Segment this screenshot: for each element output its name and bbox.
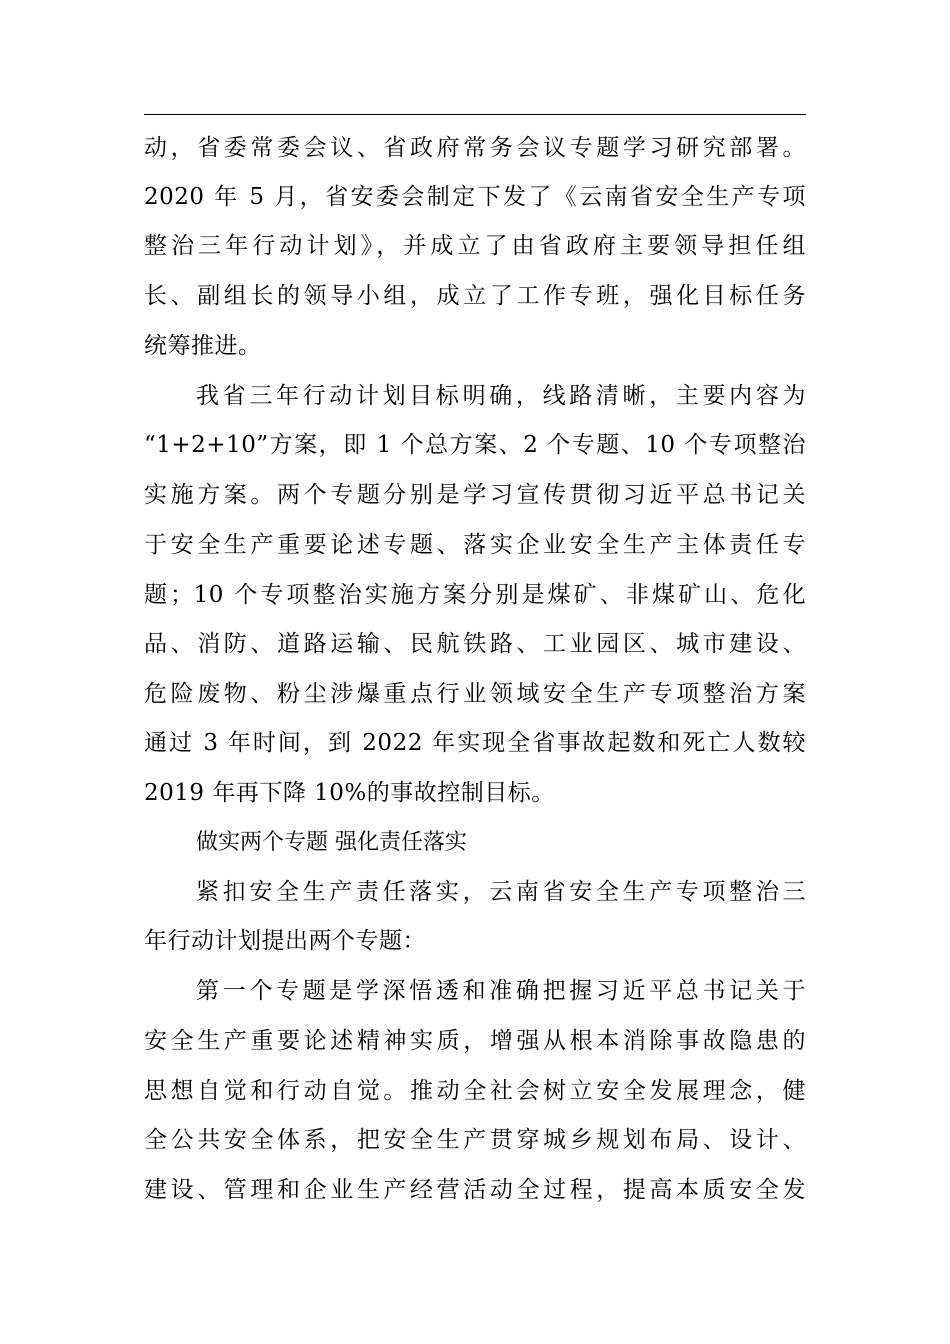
text-line: 整治三年行动计划》，并成立了由省政府主要领导担任组 <box>144 233 806 259</box>
text-line: 长、副组长的领导小组，成立了工作专班，强化目标任务 <box>144 283 806 309</box>
text-line: 第一个专题是学深悟透和准确把握习近平总书记关于 <box>196 978 806 1004</box>
text-line: “1+2+10”方案，即 1 个总方案、2 个专题、10 个专项整治 <box>144 432 806 458</box>
text-line: 建设、管理和企业生产经营活动全过程，提高本质安全发 <box>144 1177 806 1203</box>
text-line: 2019 年再下降 10%的事故控制目标。 <box>144 780 555 806</box>
text-line: 年行动计划提出两个专题： <box>144 928 426 954</box>
text-line: 紧扣安全生产责任落实，云南省安全生产专项整治三 <box>196 879 806 905</box>
section-heading: 做实两个专题 强化责任落实 <box>196 830 467 855</box>
text-line: 动，省委常委会议、省政府常务会议专题学习研究部署。 <box>144 135 806 161</box>
text-line: 品、消防、道路运输、民航铁路、工业园区、城市建设、 <box>144 631 806 657</box>
text-line: 2020 年 5 月，省安委会制定下发了《云南省安全生产专项 <box>144 184 806 210</box>
text-line: 通过 3 年时间，到 2022 年实现全省事故起数和死亡人数较 <box>144 730 806 756</box>
text-line: 于安全生产重要论述专题、落实企业安全生产主体责任专 <box>144 532 806 558</box>
text-line: 思想自觉和行动自觉。推动全社会树立安全发展理念，健 <box>144 1078 806 1104</box>
header-rule <box>144 114 806 115</box>
text-line: 统筹推进。 <box>144 333 262 359</box>
text-line: 危险废物、粉尘涉爆重点行业领域安全生产专项整治方案 <box>144 681 806 707</box>
text-line: 全公共安全体系，把安全生产贯穿城乡规划布局、设计、 <box>144 1127 806 1153</box>
text-line: 我省三年行动计划目标明确，线路清晰，主要内容为 <box>196 383 806 409</box>
text-line: 实施方案。两个专题分别是学习宣传贯彻习近平总书记关 <box>144 482 806 508</box>
text-line: 安全生产重要论述精神实质，增强从根本消除事故隐患的 <box>144 1028 806 1054</box>
text-line: 题；10 个专项整治实施方案分别是煤矿、非煤矿山、危化 <box>144 582 806 608</box>
